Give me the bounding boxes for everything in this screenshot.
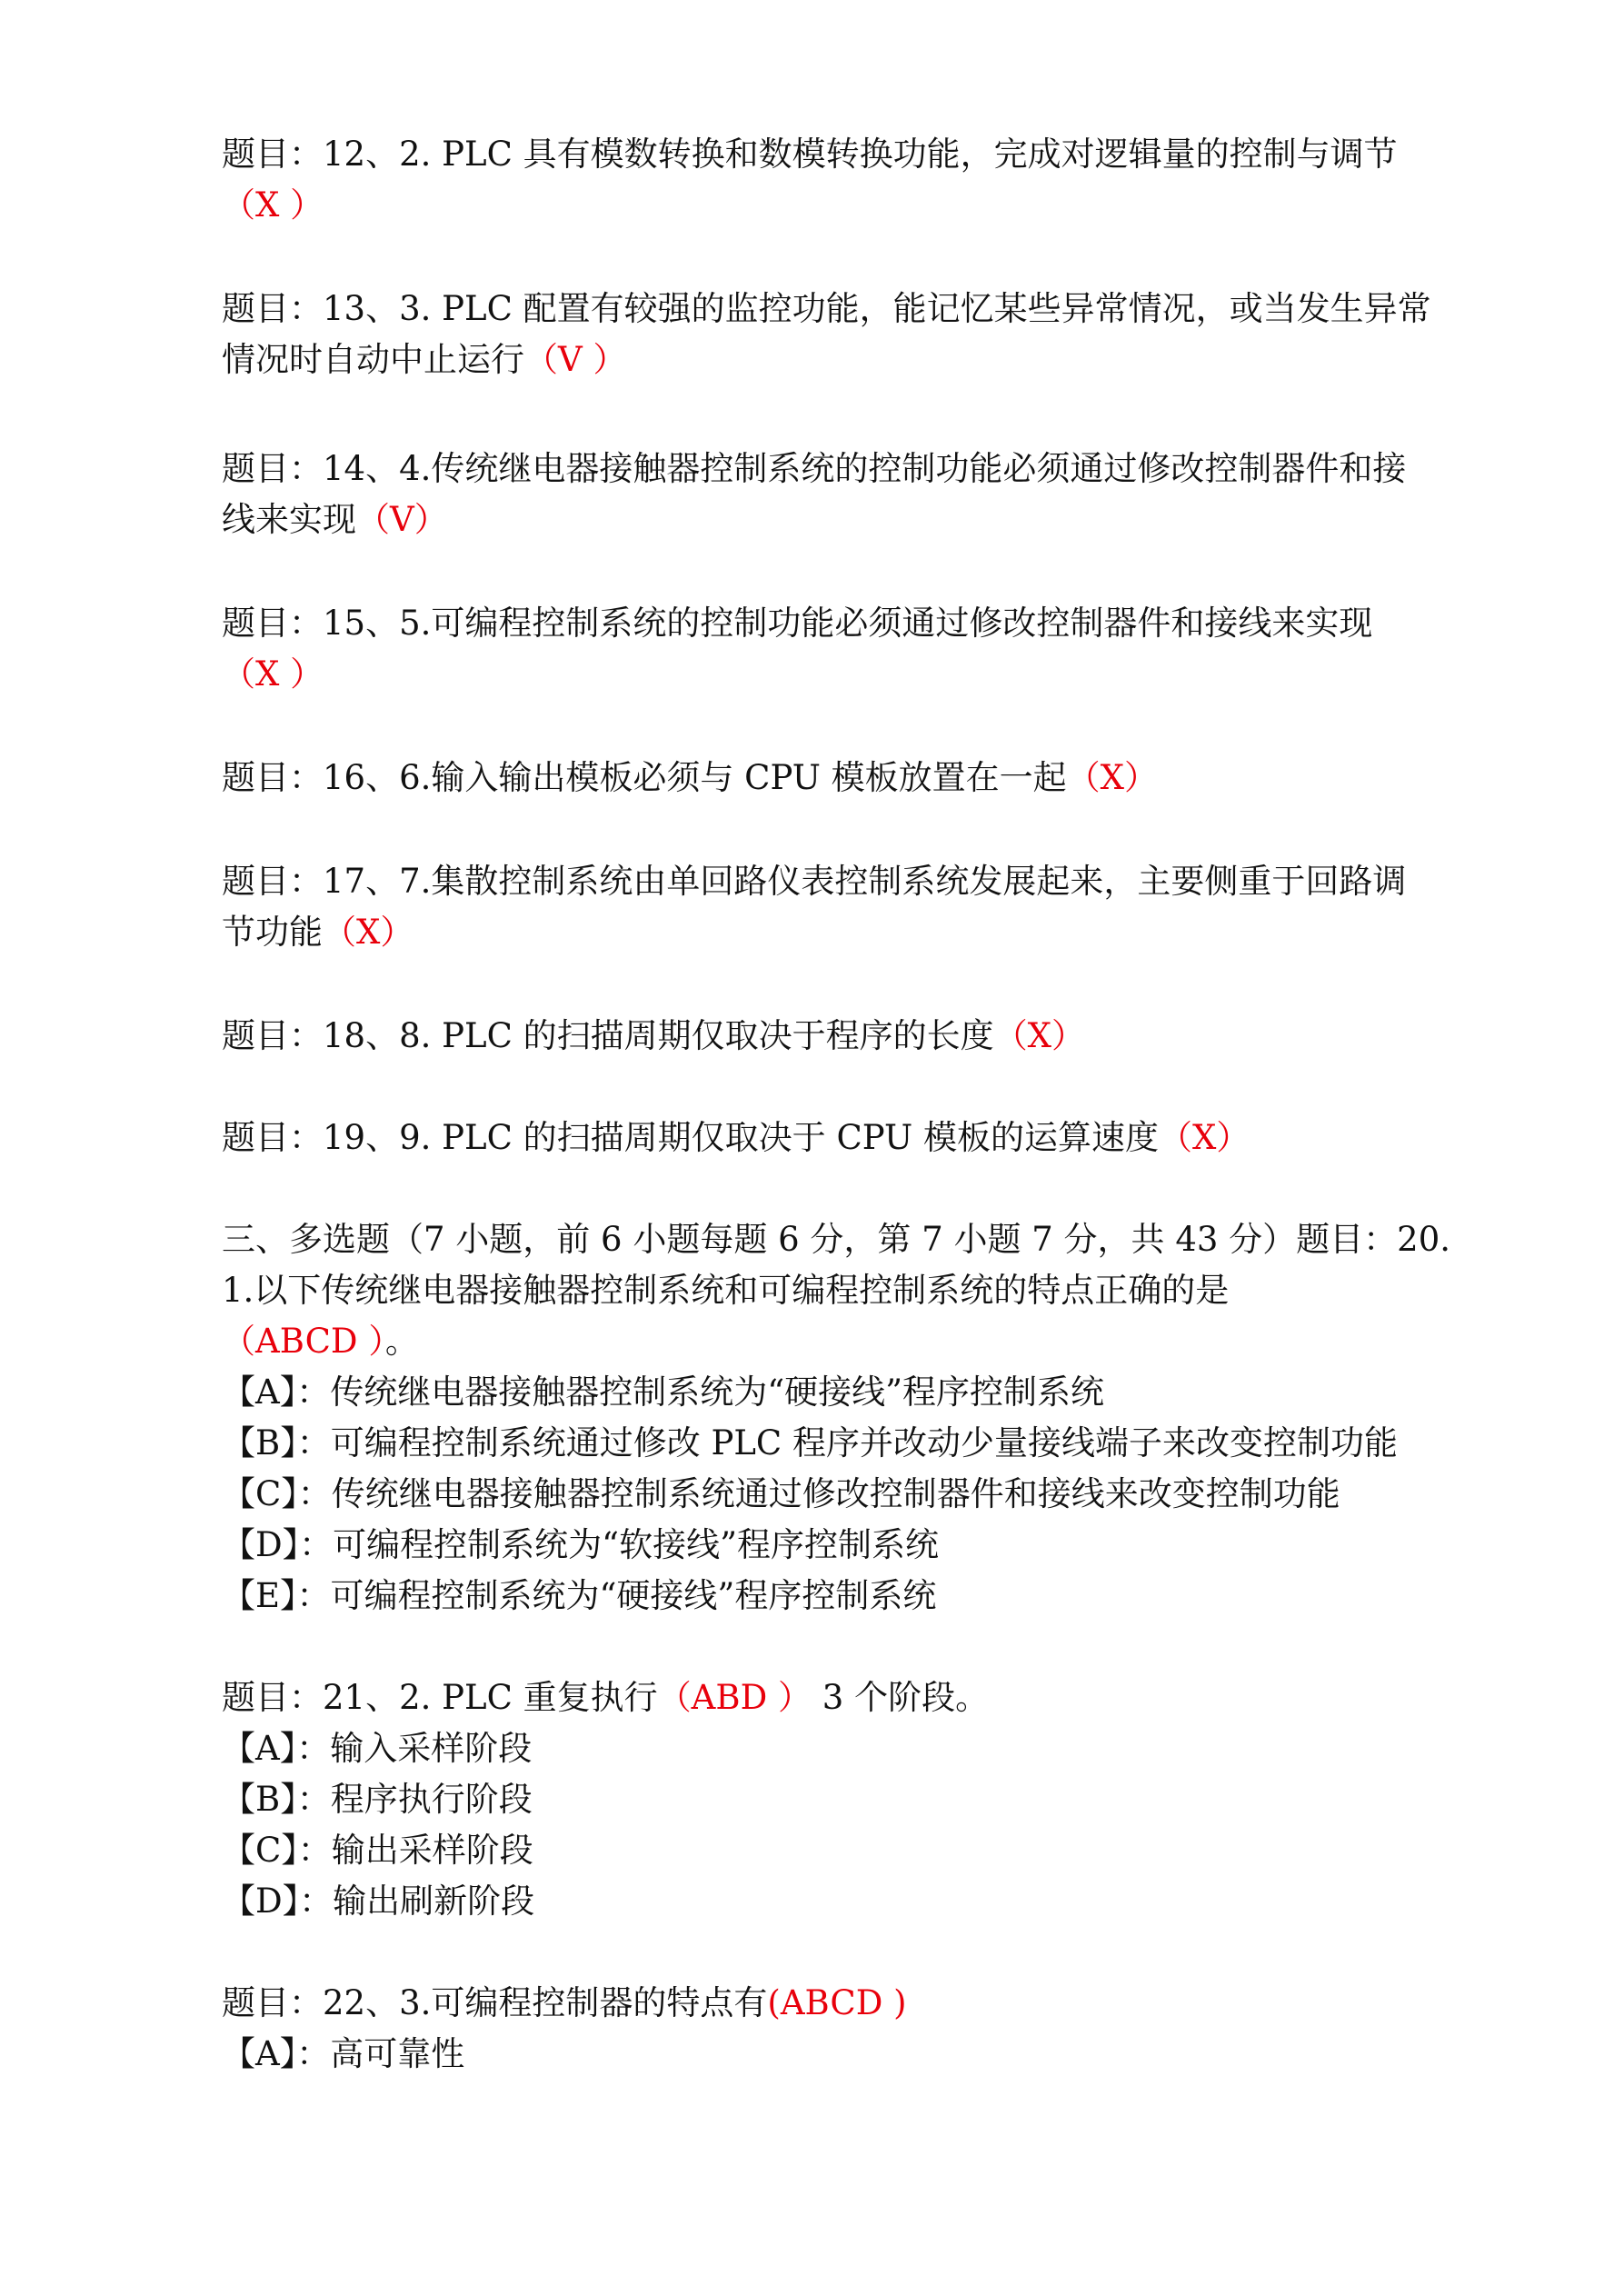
question-19-line1 [222,1113,1250,1163]
question-text: 题目：14、4.传统继电器接触器控制系统的控制功能必须通过修改控制器件和接 [222,449,1407,488]
answer-mark: (ABCD ) [767,1983,907,2022]
answer-mark: （X） [1066,758,1158,797]
question-15-line2 [222,649,324,700]
option-item [222,1876,534,1927]
option-text: 【B】：可编程控制系统通过修改 PLC 程序并改动少量接线端子来改变控制功能 [222,1423,1398,1462]
question-20-line2 [222,1265,1229,1316]
option-text: 【D】：输出刷新阶段 [222,1882,535,1921]
question-16-line1 [222,753,1158,804]
question-text: 题目：17、7.集散控制系统由单回路仪表控制系统发展起来，主要侧重于回路调 [222,862,1407,901]
option-item [222,1418,1398,1469]
question-text: 情况时自动中止运行 [222,340,524,379]
answer-mark: （ABCD ） [222,1322,385,1361]
question-14-line1 [222,444,1406,494]
question-text: 题目：21、2. PLC 重复执行 [222,1678,658,1717]
option-text: 【D】：可编程控制系统为“软接线”程序控制系统 [222,1525,939,1564]
option-item [222,2029,464,2080]
option-item [222,1723,532,1774]
question-text: 线来实现 [222,500,356,539]
option-text: 【A】：输入采样阶段 [222,1729,533,1768]
answer-mark: （X ） [222,654,324,694]
answer-mark: （X） [993,1016,1086,1055]
question-text: 题目：16、6.输入输出模板必须与 CPU 模板放置在一起 [222,758,1067,797]
option-text: 【C】：传统继电器接触器控制系统通过修改控制器件和接线来改变控制功能 [222,1474,1340,1513]
answer-mark: （X ） [222,185,324,225]
option-item [222,1520,939,1571]
option-text: 【B】：程序执行阶段 [222,1780,533,1819]
question-text: 1.以下传统继电器接触器控制系统和可编程控制系统的特点正确的是 [222,1271,1230,1310]
question-text: 题目：12、2. PLC 具有模数转换和数模转换功能，完成对逻辑量的控制与调节 [222,135,1398,174]
question-text: 题目：18、8. PLC 的扫描周期仅取决于程序的长度 [222,1016,994,1055]
answer-mark: （X） [323,913,414,952]
question-12-line1 [222,129,1398,180]
section-header-text: 三、多选题（7 小题，前 6 小题每题 6 分，第 7 小题 7 分，共 43 分）题目：20. [222,1220,1450,1259]
question-12-line2 [222,180,324,231]
question-14-line2 [222,494,448,545]
option-item [222,1469,1340,1520]
question-text: 题目：19、9. PLC 的扫描周期仅取决于 CPU 模板的运算速度 [222,1118,1159,1157]
option-text: 【A】：高可靠性 [222,2034,465,2073]
answer-mark: （X） [1158,1118,1250,1157]
option-text: 【E】：可编程控制系统为“硬接线”程序控制系统 [222,1576,937,1615]
question-17-line1 [222,856,1406,907]
section-header [222,1214,1450,1265]
question-text: 节功能 [222,913,323,952]
question-text: 题目：13、3. PLC 配置有较强的监控功能，能记忆某些异常情况，或当发生异常 [222,289,1431,328]
question-22-line1 [222,1978,907,2029]
question-17-line2 [222,907,413,958]
option-text: 【A】：传统继电器接触器控制系统为“硬接线”程序控制系统 [222,1373,1105,1412]
question-13-line2 [222,334,626,385]
answer-mark: （V ） [524,340,627,379]
question-21-line1 [222,1672,989,1723]
question-13-line1 [222,284,1431,334]
option-text: 【C】：输出采样阶段 [222,1831,533,1870]
option-item [222,1825,533,1876]
answer-mark: （ABD ） [657,1678,812,1717]
answer-mark: （V） [356,500,448,539]
question-text: 题目：22、3.可编程控制器的特点有 [222,1983,768,2022]
question-text: 。 [384,1322,419,1361]
question-text: 题目：15、5.可编程控制系统的控制功能必须通过修改控制器件和接线来实现 [222,604,1373,643]
question-15-line1 [222,598,1372,649]
question-20-answer-line [222,1316,419,1367]
option-item [222,1367,1104,1418]
option-item [222,1571,936,1622]
question-18-line1 [222,1011,1085,1062]
option-item [222,1774,533,1825]
question-text: 3 个阶段。 [812,1678,990,1717]
